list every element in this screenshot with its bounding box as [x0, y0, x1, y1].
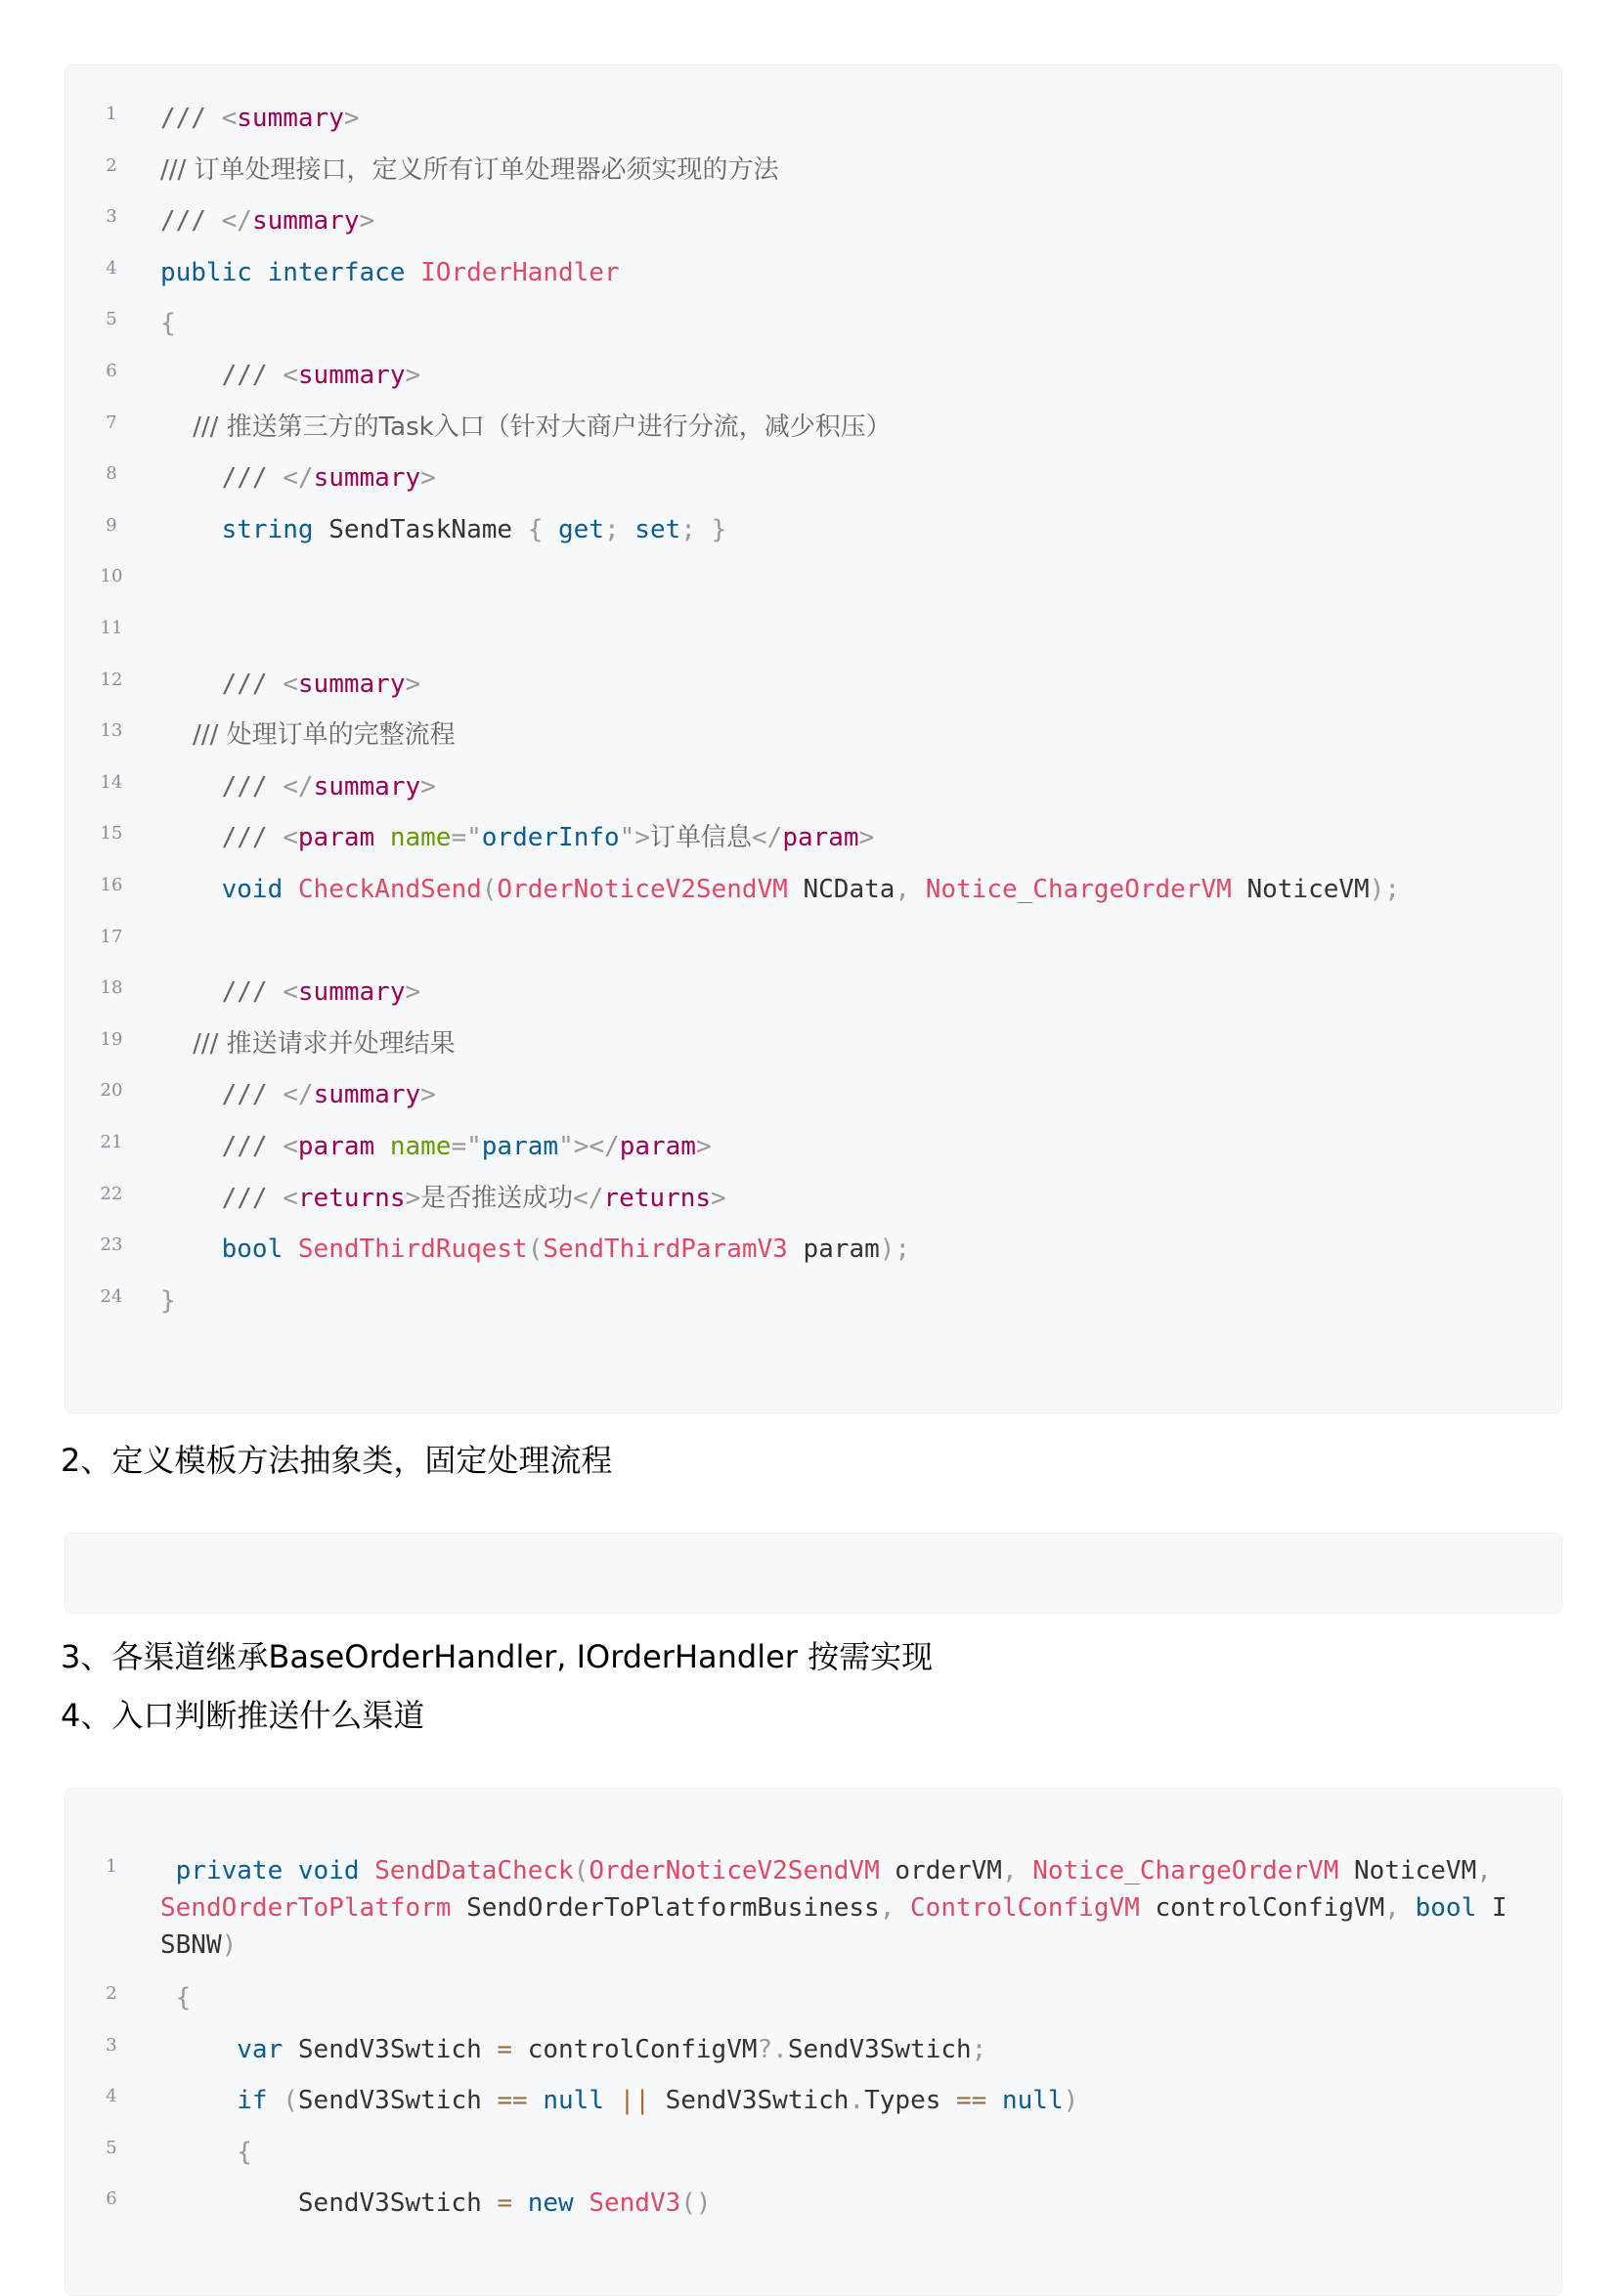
code-block-interface[interactable] [65, 65, 1562, 1413]
line-number: 6 [106, 2188, 117, 2210]
code-text: var SendV3Swtich = controlConfigVM?.SendV3Swtich; [160, 2034, 987, 2064]
line-number: 13 [100, 720, 123, 742]
code-text: public interface IOrderHandler [160, 257, 620, 287]
code-text: /// <summary> [160, 977, 421, 1008]
section-heading-2: 2、定义模板方法抽象类，固定处理流程 [61, 1442, 613, 1479]
code-text: /// <returns>是否推送成功</returns> [160, 1183, 726, 1213]
line-number: 9 [106, 514, 117, 536]
code-text: /// </summary> [160, 1080, 436, 1110]
line-number: 15 [100, 823, 123, 845]
code-text: /// 推送请求并处理结果 [160, 1028, 456, 1059]
line-number: 14 [100, 771, 123, 793]
code-text: /// 处理订单的完整流程 [160, 720, 456, 751]
line-number: 2 [106, 1983, 117, 2004]
code-block-template-method[interactable] [65, 1533, 1562, 1614]
code-text: private void SendDataCheck(OrderNoticeV2SendVM orderVM, Notice_ChargeOrderVM NoticeVM, SendOrderToPlatform SendOrderToPlatformBusiness, ControlConfigVM controlConfigVM, bool ISBNW) [160, 1856, 1507, 1960]
code-text: /// <summary> [160, 669, 421, 699]
code-text: /// <param name="orderInfo">订单信息</param> [160, 823, 875, 853]
code-text: } [160, 1285, 176, 1316]
line-number: 16 [100, 875, 123, 895]
code-text: { [160, 309, 176, 339]
section-heading-4: 4、入口判断推送什么渠道 [61, 1697, 425, 1734]
line-number: 21 [100, 1132, 123, 1152]
code-text: string SendTaskName { get; set; } [160, 514, 727, 544]
line-number: 8 [106, 463, 117, 485]
code-text: bool SendThirdRuqest(SendThirdParamV3 param); [160, 1235, 911, 1265]
code-text: /// 订单处理接口，定义所有订单处理器必须实现的方法 [160, 154, 779, 185]
line-number: 1 [106, 1856, 117, 1877]
code-block-entry[interactable] [65, 1788, 1562, 2296]
line-number: 19 [100, 1028, 123, 1050]
code-text: /// 推送第三方的Task入口（针对大商户进行分流，减少积压） [160, 412, 892, 442]
line-number: 5 [106, 309, 117, 330]
code-text: /// </summary> [160, 206, 375, 237]
line-number: 12 [100, 669, 123, 690]
line-number: 10 [100, 566, 123, 587]
code-text: void CheckAndSend(OrderNoticeV2SendVM NCData, Notice_ChargeOrderVM NoticeVM); [160, 875, 1400, 904]
line-number: 18 [100, 977, 123, 999]
code-text: if (SendV3Swtich == null || SendV3Swtich.Types == null) [160, 2086, 1079, 2116]
section-heading-3: 3、各渠道继承BaseOrderHandler, IOrderHandler 按需实现 [61, 1638, 934, 1675]
line-number: 22 [100, 1183, 123, 1204]
code-text: { [160, 2137, 252, 2167]
line-number: 24 [100, 1285, 123, 1307]
line-number: 3 [106, 206, 117, 228]
code-text: /// </summary> [160, 463, 436, 494]
code-text: /// </summary> [160, 771, 436, 801]
code-text: SendV3Swtich = new SendV3() [160, 2188, 712, 2219]
line-number: 23 [100, 1235, 123, 1256]
line-number: 11 [100, 618, 123, 638]
line-number: 5 [106, 2137, 117, 2158]
line-number: 1 [106, 104, 117, 124]
code-text: /// <summary> [160, 104, 360, 133]
line-number: 4 [106, 257, 117, 279]
line-number: 17 [100, 926, 123, 947]
line-number: 4 [106, 2086, 117, 2107]
line-number: 3 [106, 2034, 117, 2056]
line-number: 6 [106, 361, 117, 381]
line-number: 2 [106, 154, 117, 176]
line-number: 7 [106, 412, 117, 433]
line-number: 20 [100, 1080, 123, 1102]
code-text: { [160, 1983, 192, 2013]
code-text: /// <summary> [160, 361, 421, 390]
code-text: /// <param name="param"></param> [160, 1132, 712, 1161]
